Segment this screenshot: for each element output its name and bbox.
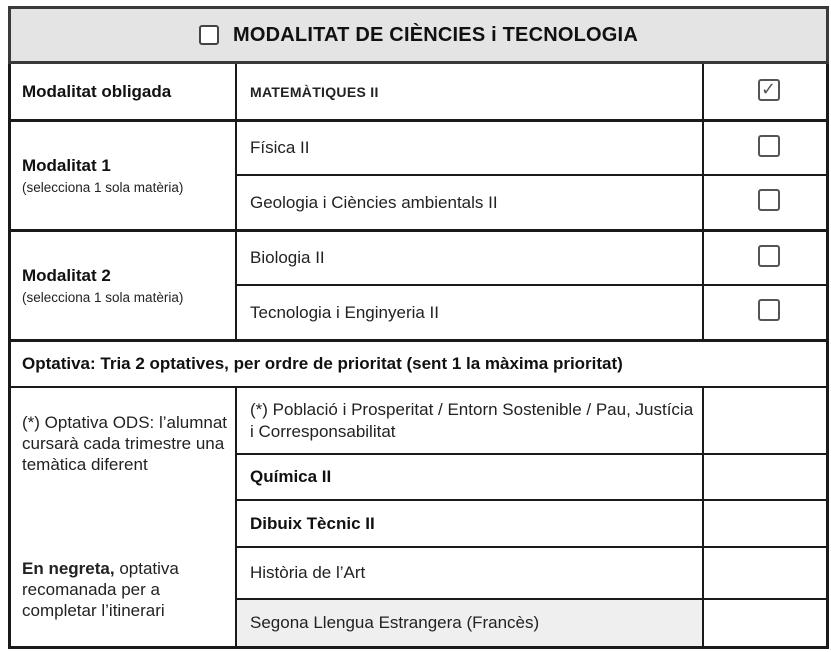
optional-subject-4: Història de l’Art	[250, 563, 366, 582]
modality1-label: Modalitat 1	[22, 156, 111, 175]
modality2-checkbox-2[interactable]	[758, 299, 780, 321]
priority-field-5[interactable]	[704, 600, 826, 646]
optional-subject-cell	[250, 548, 695, 598]
bold-note	[22, 558, 232, 621]
modality-checkbox[interactable]	[199, 25, 219, 45]
modality2-subject-cell	[250, 286, 700, 339]
ods-note: (*) Optativa ODS: l’alumnat cursarà cada trimestre una temàtica diferent	[22, 413, 228, 474]
optional-subject-cell	[250, 600, 695, 646]
modality2-checkbox-1[interactable]	[758, 245, 780, 267]
modality1-subject-cell	[250, 176, 700, 229]
optional-subject-3: Dibuix Tècnic II	[250, 513, 375, 533]
optional-heading-cell	[22, 342, 822, 386]
modality1-subject-1: Física II	[250, 138, 310, 157]
modality2-subject-1: Biologia II	[250, 248, 325, 267]
priority-field-2[interactable]	[704, 455, 826, 499]
optional-heading: Optativa: Tria 2 optatives, per ordre de prioritat (sent 1 la màxima prioritat)	[22, 354, 623, 373]
modality2-subject-2: Tecnologia i Enginyeria II	[250, 302, 440, 322]
checkmark-icon: ✓	[761, 79, 777, 99]
modality-title: MODALITAT DE CIÈNCIES i TECNOLOGIA	[233, 23, 638, 46]
optional-subject-cell	[250, 455, 695, 499]
priority-field-4[interactable]	[704, 548, 826, 598]
compulsory-subject-cell	[250, 64, 700, 119]
modality2-label-cell	[22, 232, 232, 339]
modality1-note: (selecciona 1 sola matèria)	[22, 180, 184, 195]
compulsory-label: Modalitat obligada	[22, 81, 172, 101]
priority-field-1[interactable]	[704, 388, 826, 453]
optional-subject-cell	[250, 388, 695, 453]
modality2-label: Modalitat 2	[22, 266, 111, 285]
modality1-label-cell	[22, 122, 232, 229]
modality2-subject-cell	[250, 232, 700, 284]
optional-subject-5: Segona Llengua Estrangera (Francès)	[250, 613, 540, 632]
modality1-subject-cell	[250, 122, 700, 174]
optional-subject-cell	[250, 501, 695, 546]
compulsory-label-cell	[22, 64, 232, 119]
modality2-note: (selecciona 1 sola matèria)	[22, 290, 184, 305]
compulsory-checkbox[interactable]	[758, 79, 780, 101]
modality1-checkbox-2[interactable]	[758, 189, 780, 211]
priority-field-3[interactable]	[704, 501, 826, 546]
modality-header	[8, 6, 829, 64]
optional-subject-1: (*) Població i Prosperitat / Entorn Sostenible / Pau, Justícia i Corresponsabilitat	[250, 399, 694, 441]
bold-note-strong: En negreta,	[22, 559, 115, 578]
bold-note-rest: optativa recomanada per a completar l’itinerari	[22, 559, 179, 620]
modality1-checkbox-1[interactable]	[758, 135, 780, 157]
optional-subject-2: Química II	[250, 467, 332, 486]
compulsory-subject: MATEMÀTIQUES II	[250, 83, 379, 100]
modality1-subject-2: Geologia i Ciències ambientals II	[250, 192, 498, 212]
